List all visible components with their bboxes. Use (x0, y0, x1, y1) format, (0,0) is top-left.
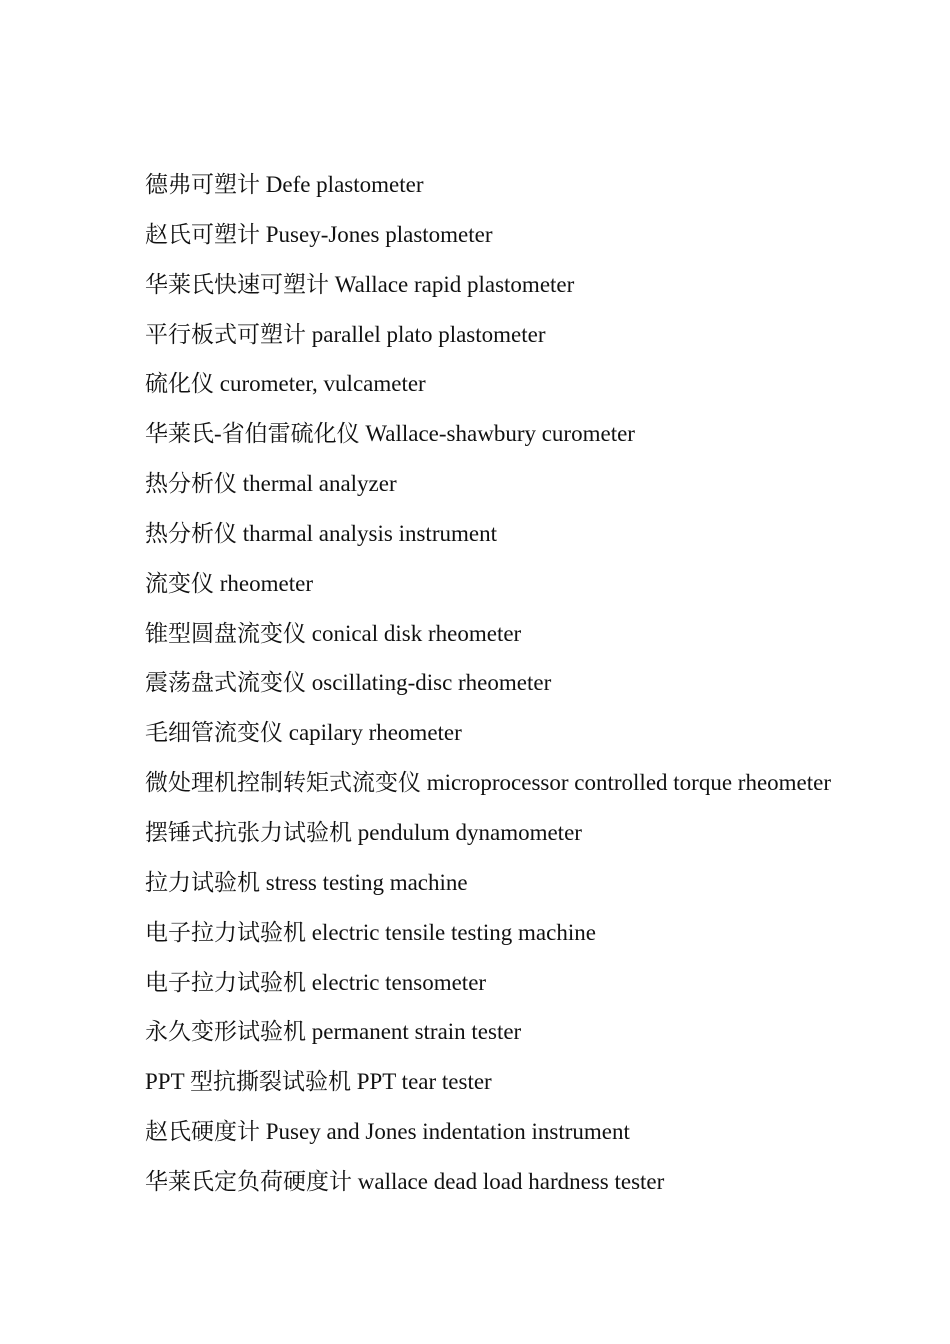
term-entry: 电子拉力试验机 electric tensometer (145, 969, 487, 995)
term-entry: 震荡盘式流变仪 oscillating-disc rheometer (145, 670, 552, 696)
term-entry: 拉力试验机 stress testing machine (145, 869, 468, 895)
term-list (145, 168, 935, 1215)
term-entry: 赵氏可塑计 Pusey-Jones plastometer (145, 221, 493, 247)
term-entry: 永久变形试验机 permanent strain tester (145, 1019, 522, 1045)
term-entry: 华莱氏-省伯雷硫化仪 Wallace-shawbury curometer (145, 421, 635, 447)
term-entry: PPT 型抗撕裂试验机 PPT tear tester (145, 1069, 492, 1095)
term-entry: 赵氏硬度计 Pusey and Jones indentation instrument (145, 1119, 630, 1145)
term-entry: 华莱氏定负荷硬度计 wallace dead load hardness tester (145, 1168, 665, 1194)
term-entry: 平行板式可塑计 parallel plato plastometer (145, 321, 546, 347)
term-entry: 流变仪 rheometer (145, 570, 313, 596)
term-entry: 毛细管流变仪 capilary rheometer (145, 720, 462, 746)
term-entry: 热分析仪 thermal analyzer (145, 471, 397, 497)
term-entry: 微处理机控制转矩式流变仪 microprocessor controlled torque rheometer (145, 770, 832, 796)
term-entry: 硫化仪 curometer, vulcameter (145, 371, 426, 397)
term-entry: 摆锤式抗张力试验机 pendulum dynamometer (145, 819, 582, 845)
term-entry: 德弗可塑计 Defe plastometer (145, 172, 424, 197)
term-entry: 锥型圆盘流变仪 conical disk rheometer (145, 620, 522, 646)
term-entry: 电子拉力试验机 electric tensile testing machine (145, 919, 596, 945)
term-entry: 华莱氏快速可塑计 Wallace rapid plastometer (145, 271, 575, 297)
term-entry: 热分析仪 tharmal analysis instrument (145, 520, 497, 546)
